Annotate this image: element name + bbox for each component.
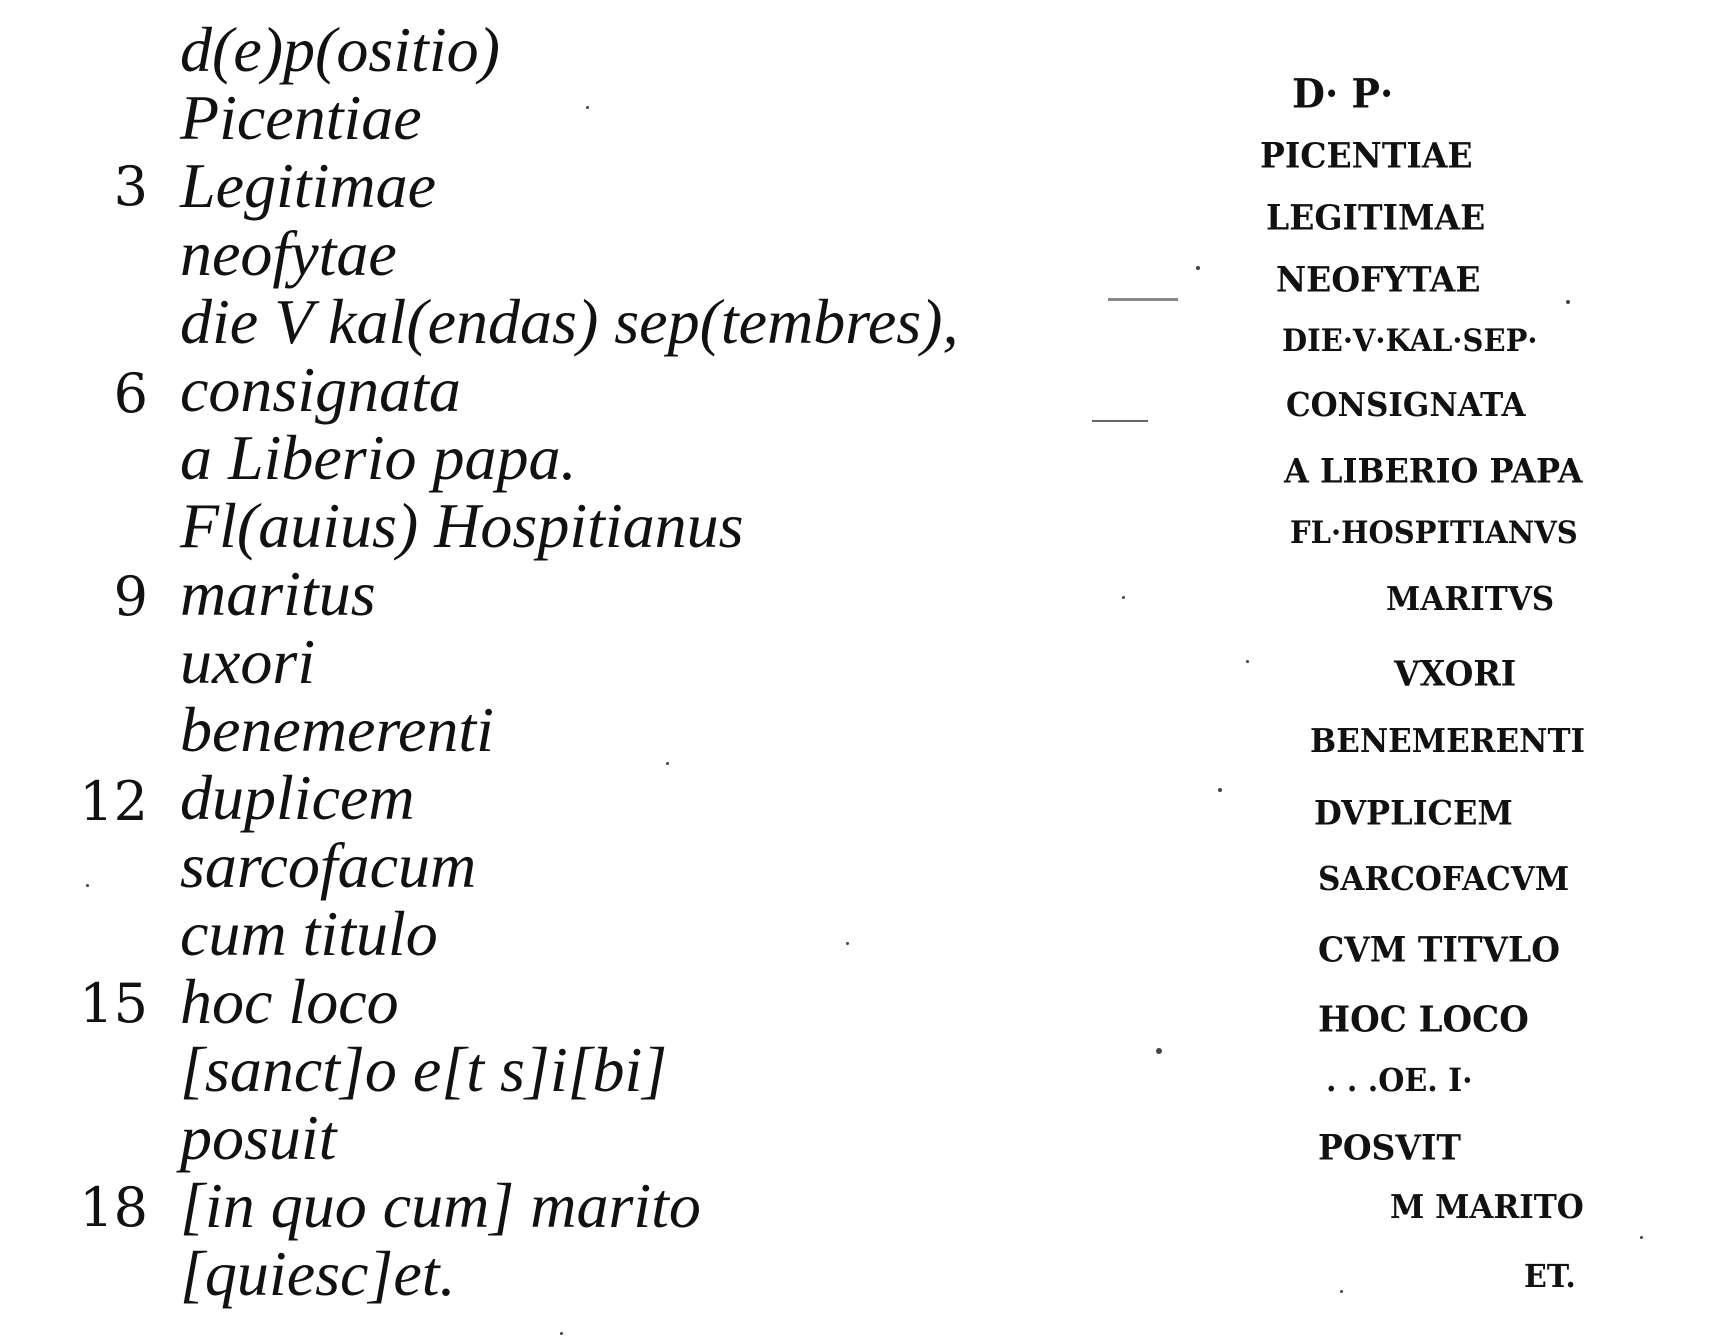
transcription-line: posuit (180, 1102, 337, 1173)
transcription-line: Fl(auius) Hospitianus (180, 490, 744, 561)
transcription-line: benemerenti (180, 694, 494, 765)
scan-speck (560, 1332, 563, 1335)
transcription-line: [in quo cum] marito (180, 1170, 701, 1241)
inscription-line: NEOFYTAE (1276, 258, 1481, 300)
scan-speck (1566, 300, 1570, 304)
scan-speck (586, 106, 589, 109)
scan-speck (1122, 596, 1125, 599)
transcription-line: duplicem (180, 762, 415, 833)
inscription-line: LEGITIMAE (1266, 196, 1486, 238)
scan-speck (1340, 1290, 1343, 1293)
transcription-line: die V kal(endas) sep(tembres), (180, 286, 959, 357)
inscription-line: ET. (1524, 1258, 1576, 1296)
line-number: 9 (113, 565, 148, 628)
scan-speck (666, 762, 669, 765)
inscription-line: PICENTIAE (1260, 134, 1473, 176)
scan-smudge (1108, 298, 1178, 301)
line-number: 6 (113, 362, 148, 425)
scan-speck (1218, 788, 1222, 792)
transcription-line: maritus (180, 558, 376, 629)
line-number: 15 (79, 972, 148, 1035)
inscription-line: . . .OE. I· (1326, 1062, 1473, 1100)
transcription-line: cum titulo (180, 898, 438, 969)
inscription-line: HOC LOCO (1318, 998, 1529, 1041)
scan-speck (1196, 266, 1200, 270)
scan-smudge (1092, 420, 1148, 422)
inscription-line: D· P· (1292, 69, 1394, 118)
scan-speck (1640, 1236, 1643, 1239)
inscription-line: DVPLICEM (1314, 792, 1513, 833)
scan-speck (86, 884, 89, 887)
inscription-line: DIE·V·KAL·SEP· (1282, 322, 1538, 359)
inscription-line: M MARITO (1390, 1188, 1584, 1227)
inscription-line: POSVIT (1318, 1126, 1461, 1168)
inscription-line: VXORI (1394, 652, 1517, 694)
inscription-line: SARCOFACVM (1318, 860, 1570, 899)
line-number: 12 (79, 770, 148, 833)
inscription-line: CONSIGNATA (1286, 386, 1526, 425)
inscription-line: FL·HOSPITIANVS (1290, 514, 1578, 551)
line-number: 18 (79, 1176, 148, 1239)
transcription-line: [quiesc]et. (180, 1238, 456, 1309)
line-number: 3 (113, 155, 148, 218)
scan-speck (846, 942, 849, 945)
inscription-line: BENEMERENTI (1310, 722, 1586, 761)
transcription-line: d(e)p(ositio) (180, 14, 500, 85)
transcription-line: [sanct]o e[t s]i[bi] (180, 1034, 668, 1105)
transcription-line: Legitimae (180, 150, 436, 221)
transcription-line: sarcofacum (180, 830, 477, 901)
inscription-line: CVM TITVLO (1318, 928, 1560, 970)
scan-speck (1156, 1048, 1162, 1054)
scan-speck (1246, 660, 1249, 663)
inscription-line: MARITVS (1386, 580, 1555, 619)
transcription-line: neofytae (180, 218, 397, 289)
transcription-line: hoc loco (180, 966, 399, 1037)
transcription-line: a Liberio papa. (180, 422, 577, 493)
transcription-line: uxori (180, 626, 316, 697)
transcription-line: Picentiae (180, 82, 422, 153)
inscription-line: A LIBERIO PAPA (1284, 450, 1583, 491)
transcription-line: consignata (180, 354, 461, 425)
